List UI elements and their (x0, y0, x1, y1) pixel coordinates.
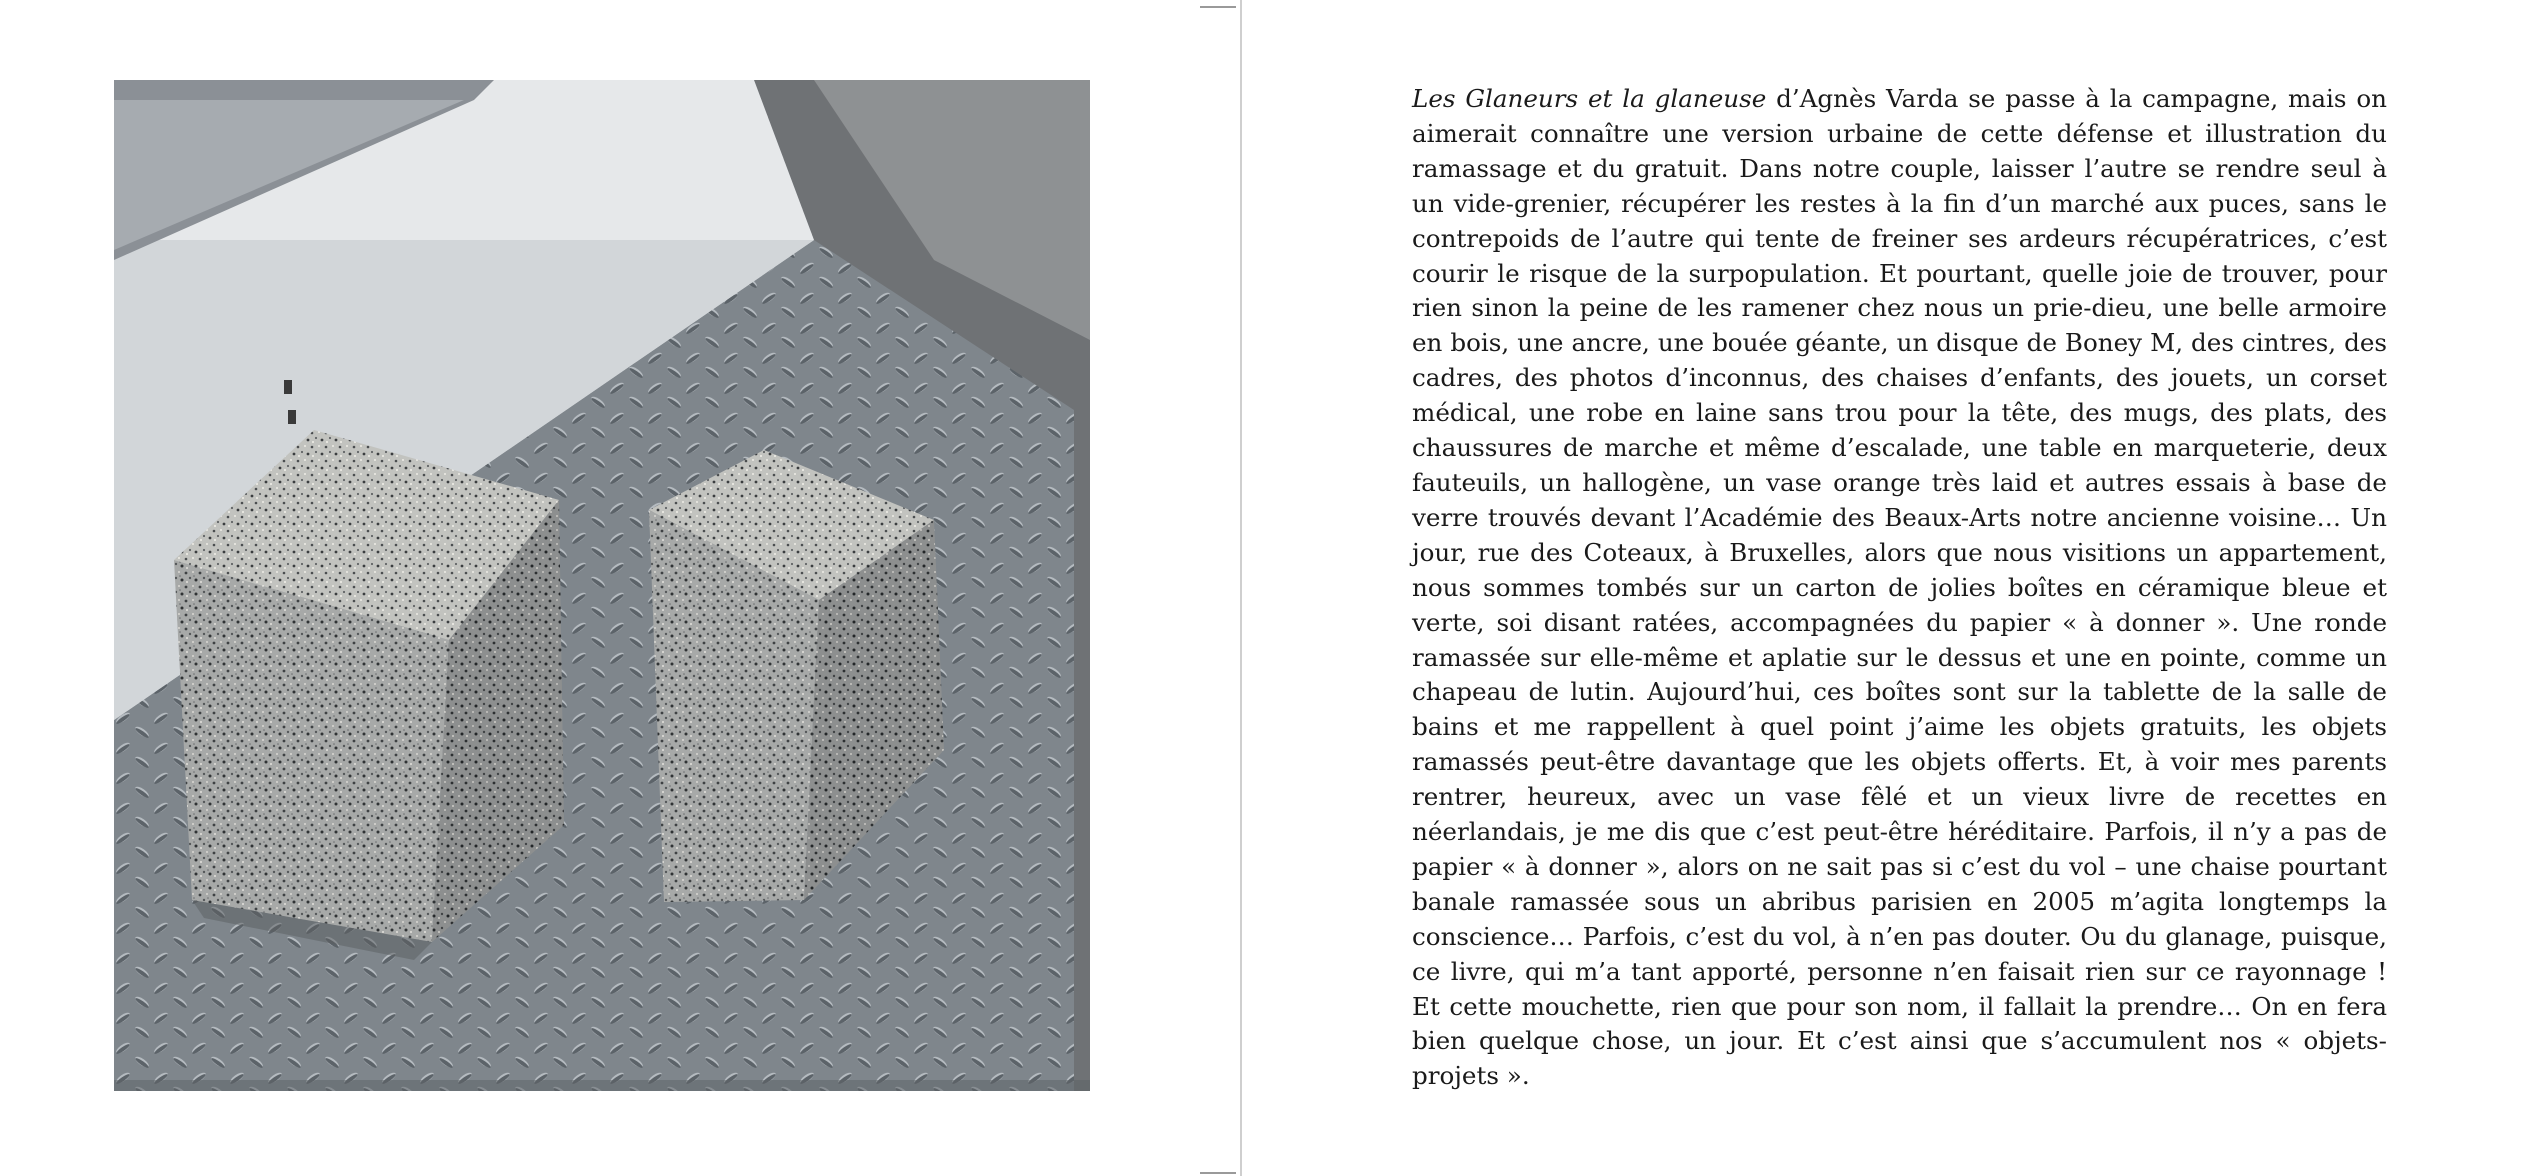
left-page (0, 0, 1240, 1176)
paragraph-text: d’Agnès Varda se passe à la campagne, mais on aimerait connaître une version urbaine de cette défense et illustration du ramassage et du gratuit. Dans notre couple, laisser l’autre se rendre seul à un vide-grenier, récupérer les restes à la fin d’un marché aux puces, sans le contrepoids de l’autre qui tente de freiner ses ardeurs récupératrices, c’est courir le risque de la surpopulation. Et pourtant, quelle joie de trouver, pour rien sinon la peine de les ramener chez nous un prie-dieu, une belle armoire en bois, une ancre, une bouée géante, un disque de Boney M, des cintres, des cadres, des photos d’inconnus, des chaises d’enfants, des jouets, un corset médical, une robe en laine sans trou pour la tête, des mugs, des plats, des chaussures de marche et même d’escalade, une table en marqueterie, deux fauteuils, un hallogène, un vase orange très laid et autres essais à base de verre trouvés devant l’Académie des Beaux-Arts notre ancienne voisine… Un jour, rue des Coteaux, à Bruxelles, alors que nous visitions un appartement, nous sommes tombés sur un carton de jolies boîtes en céramique bleue et verte, soi disant ratées, accompagnées du papier « à donner ». Une ronde ramassée sur elle-même et aplatie sur le dessus et une en pointe, comme un chapeau de lutin. Aujourd’hui, ces boîtes sont sur la tablette de la salle de bains et me rappellent à quel point j’aime les objets gratuits, les objets ramassés peut-être davantage que les objets offerts. Et, à voir mes parents rentrer, heureux, avec un vase fêlé et un vieux livre de recettes en néerlandais, je me dis que c’est peut-être héréditaire. Parfois, il n’y a pas de papier « à donner », alors on ne sait pas si c’est du vol – une chaise pourtant banale ramassée sous un abribus parisien en 2005 m’agita longtemps la conscience… Parfois, c’est du vol, à n’en pas douter. Ou du glanage, puisque, ce livre, qui m’a tant apporté, personne n’en faisait rien sur ce rayonnage ! Et cette mouchette, rien que pour son nom, il fallait la prendre… On en fera bien quelque chose, un jour. Et c’est ainsi que s’accumulent nos « objets-projets ». (1412, 84, 2387, 1091)
crop-mark (1200, 1172, 1236, 1174)
crop-mark (1200, 6, 1236, 8)
photo-granite-cubes (114, 80, 1090, 1091)
body-paragraph (1412, 82, 2387, 1094)
film-title: Les Glaneurs et la glaneuse (1412, 84, 1767, 113)
